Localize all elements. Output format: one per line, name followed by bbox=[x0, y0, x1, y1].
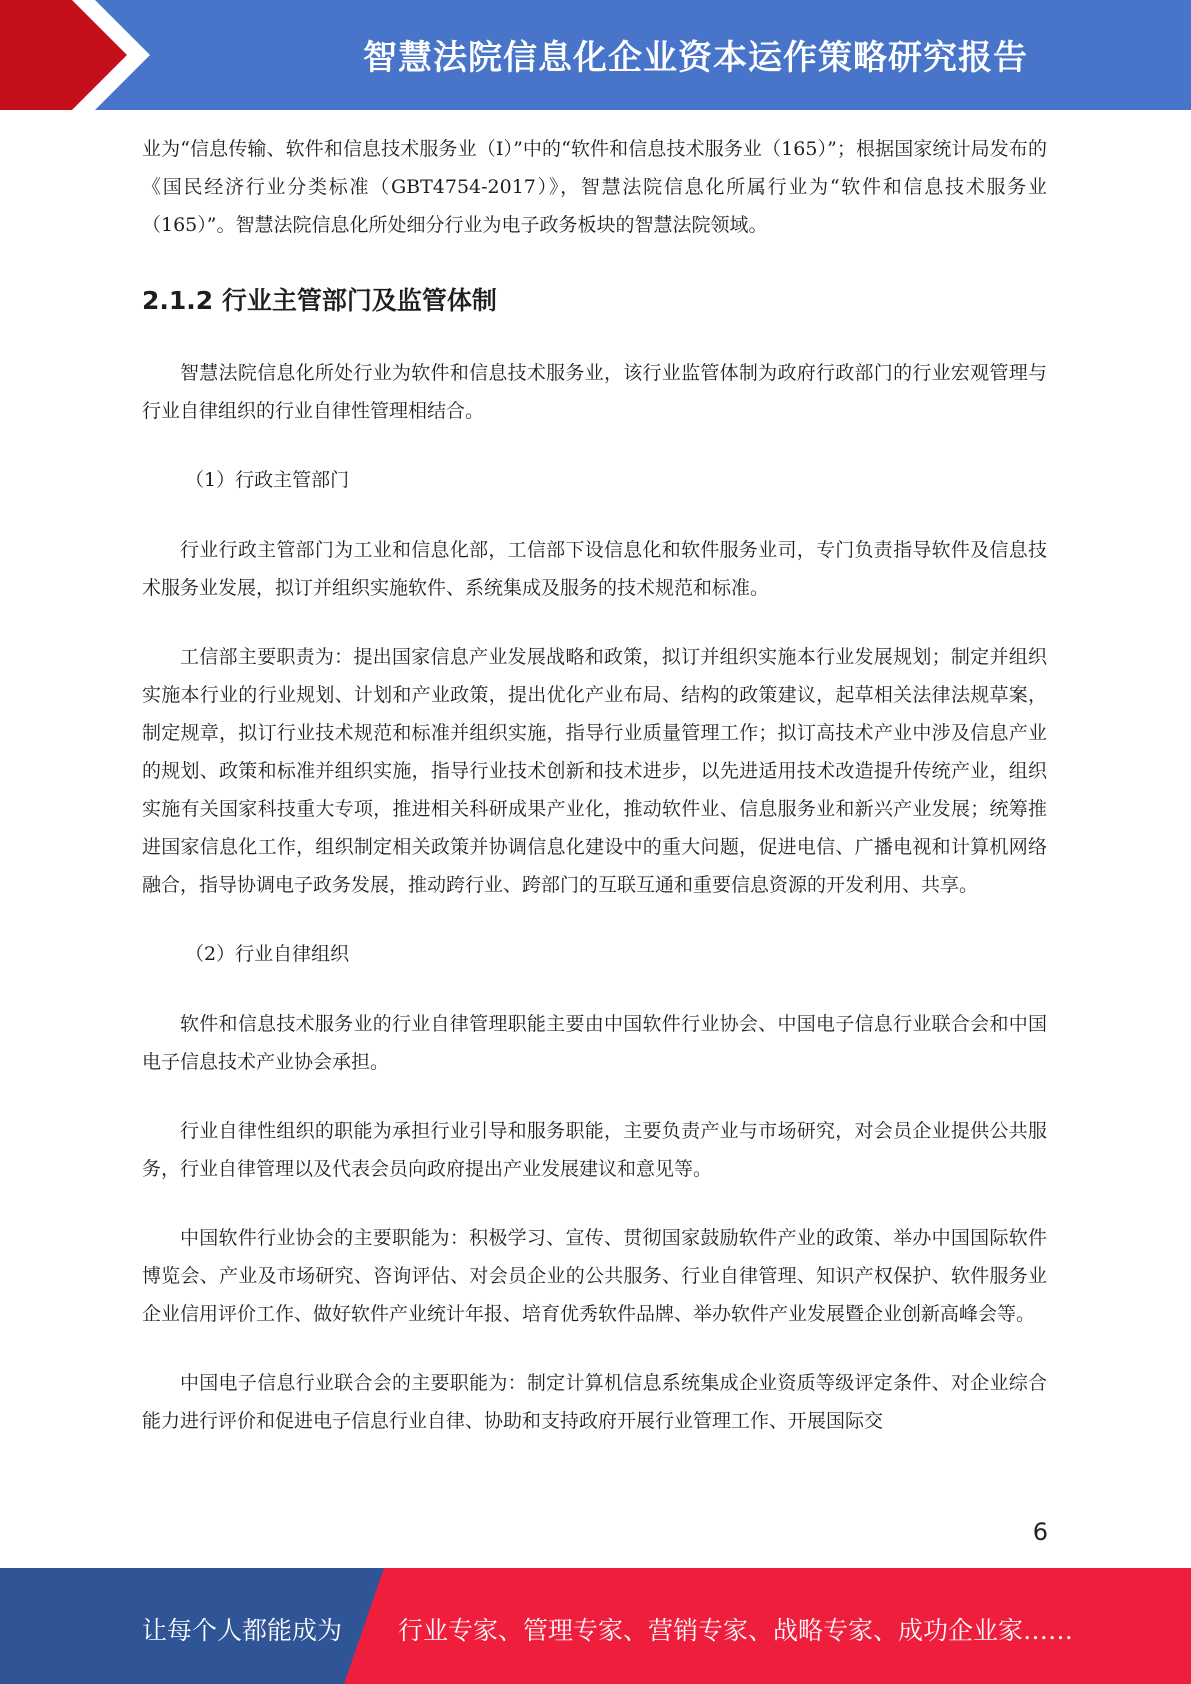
footer-slogan-left: 让每个人都能成为 bbox=[142, 1616, 343, 1645]
footer-slogan-right: 行业专家、管理专家、营销专家、战略专家、成功企业家…… bbox=[398, 1616, 1074, 1645]
section-heading: 2.1.2 行业主管部门及监管体制 bbox=[142, 286, 497, 315]
page-header bbox=[0, 0, 1191, 110]
paragraph-miit-overview: 行业行政主管部门为工业和信息化部，工信部下设信息化和软件服务业司，专门负责指导软件及信息技术服务业发展，拟订并组织实施软件、系统集成及服务的技术规范和标准。 bbox=[142, 539, 1047, 599]
intro-paragraph: 业为“信息传输、软件和信息技术服务业（I）”中的“软件和信息技术服务业（165）”；根据国家统计局发布的《国民经济行业分类标准（GBT4754-2017）》，智慧法院信息化所属行业为“软件和信息技术服务业（165）”。智慧法院信息化所处细分行业为电子政务板块的智慧法院领域。 bbox=[142, 138, 1047, 236]
paragraph-associations: 软件和信息技术服务业的行业自律管理职能主要由中国软件行业协会、中国电子信息行业联合会和中国电子信息技术产业协会承担。 bbox=[142, 1013, 1047, 1073]
subheading-administrative-authority: （1）行政主管部门 bbox=[185, 469, 350, 491]
paragraph-ceia-duties: 中国电子信息行业联合会的主要职能为：制定计算机信息系统集成企业资质等级评定条件、对企业综合能力进行评价和促进电子信息行业自律、协助和支持政府开展行业管理工作、开展国际交 bbox=[142, 1372, 1047, 1432]
report-title: 智慧法院信息化企业资本运作策略研究报告 bbox=[363, 38, 1028, 78]
page-number: 6 bbox=[1032, 1518, 1048, 1546]
paragraph-association-functions: 行业自律性组织的职能为承担行业引导和服务职能，主要负责产业与市场研究，对会员企业提供公共服务，行业自律管理以及代表会员向政府提出产业发展建议和意见等。 bbox=[142, 1120, 1047, 1180]
document-body bbox=[142, 130, 1047, 1440]
paragraph-csia-duties: 中国软件行业协会的主要职能为：积极学习、宣传、贯彻国家鼓励软件产业的政策、举办中国国际软件博览会、产业及市场研究、咨询评估、对会员企业的公共服务、行业自律管理、知识产权保护、软件服务业企业信用评价工作、做好软件产业统计年报、培育优秀软件品牌、举办软件产业发展暨企业创新高峰会等。 bbox=[142, 1227, 1047, 1325]
paragraph-miit-duties: 工信部主要职责为：提出国家信息产业发展战略和政策，拟订并组织实施本行业发展规划；制定并组织实施本行业的行业规划、计划和产业政策，提出优化产业布局、结构的政策建议，起草相关法律法规草案，制定规章，拟订行业技术规范和标准并组织实施，指导行业质量管理工作；拟订高技术产业中涉及信息产业的规划、政策和标准并组织实施，指导行业技术创新和技术进步，以先进适用技术改造提升传统产业，组织实施有关国家科技重大专项，推进相关科研成果产业化，推动软件业、信息服务业和新兴产业发展；统筹推进国家信息化工作，组织制定相关政策并协调信息化建设中的重大问题，促进电信、广播电视和计算机网络融合，指导协调电子政务发展，推动跨行业、跨部门的互联互通和重要信息资源的开发利用、共享。 bbox=[142, 646, 1047, 896]
page-footer bbox=[0, 1568, 1191, 1684]
subheading-self-regulatory-organizations: （2）行业自律组织 bbox=[185, 943, 350, 965]
paragraph-industry-regulation: 智慧法院信息化所处行业为软件和信息技术服务业，该行业监管体制为政府行政部门的行业宏观管理与行业自律组织的行业自律性管理相结合。 bbox=[142, 362, 1047, 422]
